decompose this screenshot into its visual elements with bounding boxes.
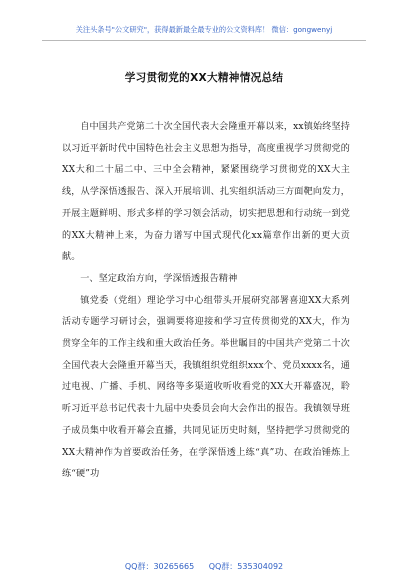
header-note: 关注头条号"公文研究"，获得最新最全最专业的公文资料库！ 微信：gongwenyj [75,25,333,34]
section-heading: 一、坚定政治方向，学深悟透报告精神 [80,273,238,284]
header-divider [42,40,366,41]
document-title: 学习贯彻党的XX大精神情况总结 [124,72,284,84]
footer-qq-group-1: QQ群：30265665 [124,562,195,571]
body-paragraph: 自中国共产党第二十次全国代表大会隆重开幕以来，xx镇始终坚持以习近平新时代中国特色社会主义思想为指导，高度重视学习贯彻党的XX大和二十届二中、三中全会精神，紧紧围绕学习贯彻党的XX大主线，从学深悟透报告、深入开展培训、扎实组织活动三方面靶向发力，开展主题鲜明、形式多样的学习领会活动，切实把思想和行动统一到党的XX大精神上来，为奋力谱写中国式现代化xx篇章作出新的更大贡献。 [62,122,350,263]
body-paragraph: 镇党委（党组）理论学习中心组带头开展研究部署喜迎XX大系列活动专题学习研讨会，强调要将迎接和学习宣传贯彻党的XX大，作为贯穿全年的工作主线和重大政治任务。举世瞩目的中国共产党第二十次全国代表大会隆重开幕当天，我镇组织党组织xxx个、党员xxxx名，通过电视、广播、手机、网络等多渠道收听收看党的XX大开幕盛况，聆听习近平总书记代表十九届中央委员会向大会作出的报告。我镇领导班子成员集中收看开幕会直播，共同见证历史时刻，坚持把学习贯彻党的XX大精神作为首要政治任务，在学深悟透上练“真”功、在政治锤炼上练“硬”功 [62,295,350,480]
document-body [62,117,350,486]
footer-qq-group-2: QQ群：535304092 [208,562,284,571]
footer-contacts [0,561,408,572]
